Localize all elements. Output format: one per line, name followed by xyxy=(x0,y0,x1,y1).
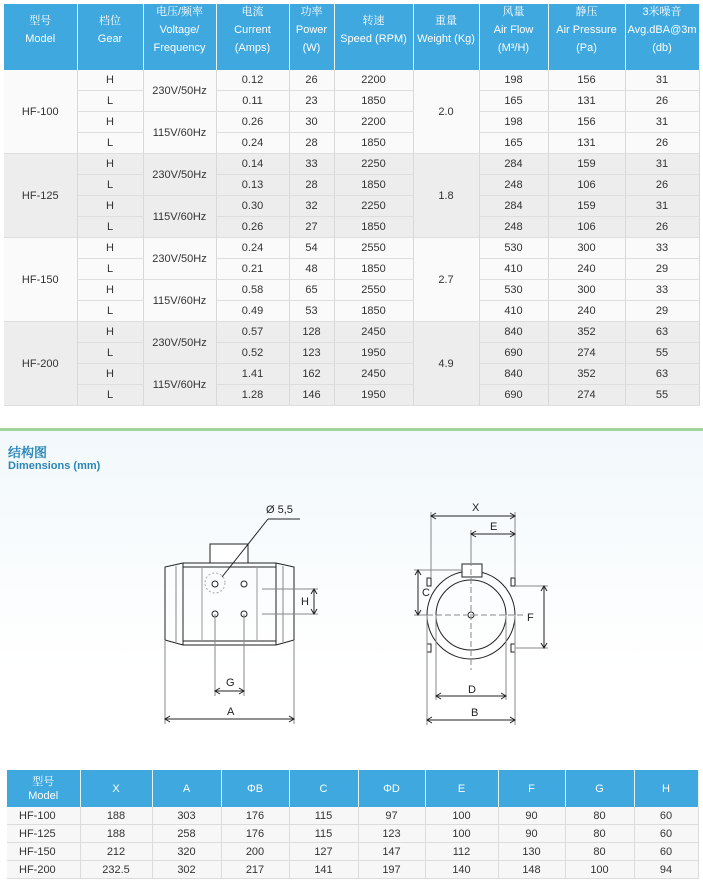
pressure-cell: 156 xyxy=(548,112,625,133)
dim-cell: 90 xyxy=(498,825,565,843)
dim-cell: 97 xyxy=(358,807,425,825)
dim-cell: 176 xyxy=(221,807,289,825)
gear-cell: L xyxy=(77,217,143,238)
current-cell: 0.26 xyxy=(216,217,289,238)
table-row xyxy=(4,133,699,154)
airflow-cell: 248 xyxy=(479,175,548,196)
table-row xyxy=(7,861,698,879)
dimension-drawing xyxy=(0,480,703,768)
power-cell: 48 xyxy=(289,259,334,280)
speed-cell: 2250 xyxy=(334,154,413,175)
noise-cell: 29 xyxy=(625,259,699,280)
dim-header-model xyxy=(7,770,80,807)
dim-cell: 60 xyxy=(634,825,698,843)
dim-cell: 80 xyxy=(565,825,634,843)
speed-cell: 2250 xyxy=(334,196,413,217)
header-cn: 3米噪音 xyxy=(642,6,682,18)
pressure-cell: 300 xyxy=(548,280,625,301)
spec-header-cell xyxy=(289,4,334,70)
current-cell: 1.28 xyxy=(216,385,289,406)
voltage-cell: 230V/50Hz xyxy=(143,70,216,112)
gear-cell: H xyxy=(77,322,143,343)
current-cell: 0.58 xyxy=(216,280,289,301)
table-row xyxy=(4,385,699,406)
dim-header-cell: X xyxy=(80,770,152,807)
section-title: 结构图 xyxy=(8,445,48,460)
airflow-cell: 530 xyxy=(479,238,548,259)
dim-cell: 141 xyxy=(289,861,358,879)
speed-cell: 1950 xyxy=(334,343,413,364)
header-en: Power (W) xyxy=(295,24,328,54)
gear-cell: H xyxy=(77,112,143,133)
dim-cell: 60 xyxy=(634,843,698,861)
power-cell: 65 xyxy=(289,280,334,301)
gear-cell: H xyxy=(77,70,143,91)
airflow-cell: 840 xyxy=(479,364,548,385)
gear-cell: H xyxy=(77,196,143,217)
voltage-cell: 115V/60Hz xyxy=(143,364,216,406)
current-cell: 0.26 xyxy=(216,112,289,133)
weight-cell: 2.0 xyxy=(413,70,479,154)
header-cn: 重量 xyxy=(435,15,457,27)
dim-header-cell: C xyxy=(289,770,358,807)
weight-cell: 1.8 xyxy=(413,154,479,238)
current-cell: 0.24 xyxy=(216,238,289,259)
model-group xyxy=(4,70,699,154)
speed-cell: 2200 xyxy=(334,70,413,91)
speed-cell: 1850 xyxy=(334,133,413,154)
header-en: Air Pressure (Pa) xyxy=(556,24,617,54)
noise-cell: 26 xyxy=(625,91,699,112)
power-cell: 162 xyxy=(289,364,334,385)
spec-header-cell xyxy=(479,4,548,70)
dim-cell: 100 xyxy=(425,807,498,825)
speed-cell: 2550 xyxy=(334,238,413,259)
power-cell: 27 xyxy=(289,217,334,238)
header-en: Air Flow (M³/H) xyxy=(493,24,534,54)
table-row xyxy=(4,154,699,175)
model-cell: HF-125 xyxy=(4,154,77,238)
weight-cell: 4.9 xyxy=(413,322,479,406)
header-en: Weight (Kg) xyxy=(417,33,475,45)
noise-cell: 31 xyxy=(625,112,699,133)
header-en: Model xyxy=(25,33,56,45)
power-cell: 30 xyxy=(289,112,334,133)
dim-cell: 303 xyxy=(152,807,221,825)
header-cn: 型号 xyxy=(29,15,52,27)
gear-cell: L xyxy=(77,133,143,154)
model-cell: HF-150 xyxy=(4,238,77,322)
speed-cell: 1850 xyxy=(334,259,413,280)
dim-cell: 148 xyxy=(498,861,565,879)
current-cell: 0.49 xyxy=(216,301,289,322)
current-cell: 0.13 xyxy=(216,175,289,196)
noise-cell: 33 xyxy=(625,238,699,259)
model-cell: HF-150 xyxy=(7,843,80,861)
dim-label-f: F xyxy=(527,612,534,624)
noise-cell: 63 xyxy=(625,364,699,385)
gear-cell: H xyxy=(77,280,143,301)
power-cell: 128 xyxy=(289,322,334,343)
airflow-cell: 198 xyxy=(479,70,548,91)
dim-cell: 115 xyxy=(289,807,358,825)
current-cell: 0.11 xyxy=(216,91,289,112)
dim-header-cell: F xyxy=(498,770,565,807)
current-cell: 0.14 xyxy=(216,154,289,175)
speed-cell: 1850 xyxy=(334,175,413,196)
gear-cell: H xyxy=(77,154,143,175)
pressure-cell: 352 xyxy=(548,364,625,385)
airflow-cell: 248 xyxy=(479,217,548,238)
power-cell: 28 xyxy=(289,133,334,154)
gear-cell: L xyxy=(77,343,143,364)
airflow-cell: 165 xyxy=(479,91,548,112)
dim-cell: 123 xyxy=(358,825,425,843)
spec-header-cell xyxy=(77,4,143,70)
current-cell: 0.24 xyxy=(216,133,289,154)
model-group xyxy=(4,322,699,406)
airflow-cell: 284 xyxy=(479,196,548,217)
side-view xyxy=(165,504,318,724)
current-cell: 0.30 xyxy=(216,196,289,217)
pressure-cell: 300 xyxy=(548,238,625,259)
dim-label-h: H xyxy=(301,596,309,608)
airflow-cell: 840 xyxy=(479,322,548,343)
dim-cell: 100 xyxy=(425,825,498,843)
power-cell: 54 xyxy=(289,238,334,259)
speed-cell: 2550 xyxy=(334,280,413,301)
model-group xyxy=(4,238,699,322)
spec-header-cell xyxy=(625,4,699,70)
gear-cell: H xyxy=(77,364,143,385)
voltage-cell: 115V/60Hz xyxy=(143,196,216,238)
noise-cell: 63 xyxy=(625,322,699,343)
noise-cell: 31 xyxy=(625,154,699,175)
dim-label-e: E xyxy=(490,521,498,533)
dim-label-b: B xyxy=(471,707,479,719)
dim-cell: 130 xyxy=(498,843,565,861)
power-cell: 146 xyxy=(289,385,334,406)
airflow-cell: 284 xyxy=(479,154,548,175)
table-row xyxy=(4,259,699,280)
header-en: Voltage/ Frequency xyxy=(153,24,206,54)
header-cn: 档位 xyxy=(99,15,121,27)
dim-cell: 200 xyxy=(221,843,289,861)
section-subtitle: Dimensions (mm) xyxy=(8,460,101,472)
dim-header-cell: E xyxy=(425,770,498,807)
pressure-cell: 156 xyxy=(548,70,625,91)
voltage-cell: 115V/60Hz xyxy=(143,112,216,154)
table-row xyxy=(4,70,699,91)
power-cell: 32 xyxy=(289,196,334,217)
current-cell: 0.52 xyxy=(216,343,289,364)
speed-cell: 1850 xyxy=(334,91,413,112)
dim-cell: 232.5 xyxy=(80,861,152,879)
table-row xyxy=(4,343,699,364)
airflow-cell: 690 xyxy=(479,385,548,406)
dim-label-g: G xyxy=(226,677,235,689)
header-cn: 风量 xyxy=(502,6,525,18)
noise-cell: 26 xyxy=(625,217,699,238)
dimensions-header xyxy=(7,770,698,807)
dim-cell: 320 xyxy=(152,843,221,861)
spec-header-cell xyxy=(548,4,625,70)
dim-label-a: A xyxy=(227,706,235,718)
spec-header-cell xyxy=(143,4,216,70)
power-cell: 53 xyxy=(289,301,334,322)
voltage-cell: 230V/50Hz xyxy=(143,238,216,280)
model-cell: HF-100 xyxy=(7,807,80,825)
pressure-cell: 274 xyxy=(548,385,625,406)
table-row xyxy=(4,196,699,217)
noise-cell: 55 xyxy=(625,343,699,364)
dimensions-body xyxy=(7,807,698,879)
weight-cell: 2.7 xyxy=(413,238,479,322)
speed-cell: 1850 xyxy=(334,301,413,322)
table-row xyxy=(7,825,698,843)
voltage-cell: 230V/50Hz xyxy=(143,322,216,364)
header-cn: 电压/频率 xyxy=(155,6,204,18)
current-cell: 1.41 xyxy=(216,364,289,385)
dim-cell: 112 xyxy=(425,843,498,861)
noise-cell: 26 xyxy=(625,175,699,196)
noise-cell: 31 xyxy=(625,70,699,91)
airflow-cell: 165 xyxy=(479,133,548,154)
table-row xyxy=(4,217,699,238)
spec-header-cell xyxy=(216,4,289,70)
spec-header-cell xyxy=(413,4,479,70)
dim-cell: 80 xyxy=(565,807,634,825)
header-cn: 功率 xyxy=(300,6,323,18)
speed-cell: 2200 xyxy=(334,112,413,133)
dim-cell: 80 xyxy=(565,843,634,861)
dim-label-c: C xyxy=(422,587,430,599)
header-en: Gear xyxy=(97,33,123,45)
dim-cell: 176 xyxy=(221,825,289,843)
dim-cell: 212 xyxy=(80,843,152,861)
dim-cell: 100 xyxy=(565,861,634,879)
airflow-cell: 530 xyxy=(479,280,548,301)
gear-cell: L xyxy=(77,385,143,406)
speed-cell: 2450 xyxy=(334,364,413,385)
current-cell: 0.12 xyxy=(216,70,289,91)
dim-cell: 60 xyxy=(634,807,698,825)
speed-cell: 1950 xyxy=(334,385,413,406)
dim-header-cell: ΦD xyxy=(358,770,425,807)
noise-cell: 29 xyxy=(625,301,699,322)
gear-cell: L xyxy=(77,259,143,280)
dim-header-cell: G xyxy=(565,770,634,807)
speed-cell: 1850 xyxy=(334,217,413,238)
noise-cell: 31 xyxy=(625,196,699,217)
airflow-cell: 410 xyxy=(479,259,548,280)
pressure-cell: 240 xyxy=(548,301,625,322)
table-row xyxy=(4,112,699,133)
dimensions-table xyxy=(7,770,699,879)
power-cell: 23 xyxy=(289,91,334,112)
table-row xyxy=(4,91,699,112)
dim-cell: 188 xyxy=(80,825,152,843)
dim-cell: 302 xyxy=(152,861,221,879)
pressure-cell: 352 xyxy=(548,322,625,343)
power-cell: 33 xyxy=(289,154,334,175)
voltage-cell: 115V/60Hz xyxy=(143,280,216,322)
airflow-cell: 690 xyxy=(479,343,548,364)
dim-cell: 197 xyxy=(358,861,425,879)
pressure-cell: 131 xyxy=(548,91,625,112)
speed-cell: 2450 xyxy=(334,322,413,343)
dim-cell: 94 xyxy=(634,861,698,879)
header-cn: 电流 xyxy=(241,6,264,18)
table-row xyxy=(4,364,699,385)
airflow-cell: 198 xyxy=(479,112,548,133)
dim-cell: 188 xyxy=(80,807,152,825)
airflow-cell: 410 xyxy=(479,301,548,322)
header-en: Model xyxy=(28,789,59,802)
voltage-cell: 230V/50Hz xyxy=(143,154,216,196)
model-cell: HF-100 xyxy=(4,70,77,154)
pressure-cell: 240 xyxy=(548,259,625,280)
dim-cell: 115 xyxy=(289,825,358,843)
gear-cell: L xyxy=(77,175,143,196)
table-row xyxy=(7,843,698,861)
gear-cell: H xyxy=(77,238,143,259)
table-row xyxy=(4,238,699,259)
dim-cell: 147 xyxy=(358,843,425,861)
dim-cell: 140 xyxy=(425,861,498,879)
power-cell: 123 xyxy=(289,343,334,364)
dim-cell: 90 xyxy=(498,807,565,825)
model-group xyxy=(4,154,699,238)
model-cell: HF-200 xyxy=(7,861,80,879)
dim-cell: 217 xyxy=(221,861,289,879)
pressure-cell: 159 xyxy=(548,196,625,217)
spec-header xyxy=(4,4,699,70)
spec-table xyxy=(4,4,700,406)
model-cell: HF-125 xyxy=(7,825,80,843)
spec-header-cell xyxy=(4,4,77,70)
pressure-cell: 106 xyxy=(548,217,625,238)
dim-label-x: X xyxy=(472,502,480,514)
dim-header-cell: A xyxy=(152,770,221,807)
diameter-label: Ø 5,5 xyxy=(266,504,293,516)
header-en: Speed (RPM) xyxy=(340,33,407,45)
table-row xyxy=(4,301,699,322)
pressure-cell: 131 xyxy=(548,133,625,154)
dim-header-cell: H xyxy=(634,770,698,807)
table-row xyxy=(4,175,699,196)
header-en: Avg.dBA@3m (db) xyxy=(627,24,697,54)
header-cn: 静压 xyxy=(575,6,598,18)
power-cell: 26 xyxy=(289,70,334,91)
noise-cell: 33 xyxy=(625,280,699,301)
dim-cell: 127 xyxy=(289,843,358,861)
dim-label-d: D xyxy=(468,684,476,696)
header-en: Current (Amps) xyxy=(234,24,271,54)
front-view xyxy=(414,502,548,725)
pressure-cell: 274 xyxy=(548,343,625,364)
noise-cell: 26 xyxy=(625,133,699,154)
power-cell: 28 xyxy=(289,175,334,196)
pressure-cell: 159 xyxy=(548,154,625,175)
current-cell: 0.57 xyxy=(216,322,289,343)
current-cell: 0.21 xyxy=(216,259,289,280)
gear-cell: L xyxy=(77,301,143,322)
dim-header-cell: ΦB xyxy=(221,770,289,807)
gear-cell: L xyxy=(77,91,143,112)
pressure-cell: 106 xyxy=(548,175,625,196)
dim-cell: 258 xyxy=(152,825,221,843)
table-row xyxy=(4,322,699,343)
model-cell: HF-200 xyxy=(4,322,77,406)
header-cn: 型号 xyxy=(32,775,55,788)
table-row xyxy=(7,807,698,825)
table-row xyxy=(4,280,699,301)
spec-header-cell xyxy=(334,4,413,70)
noise-cell: 55 xyxy=(625,385,699,406)
header-cn: 转速 xyxy=(362,15,385,27)
